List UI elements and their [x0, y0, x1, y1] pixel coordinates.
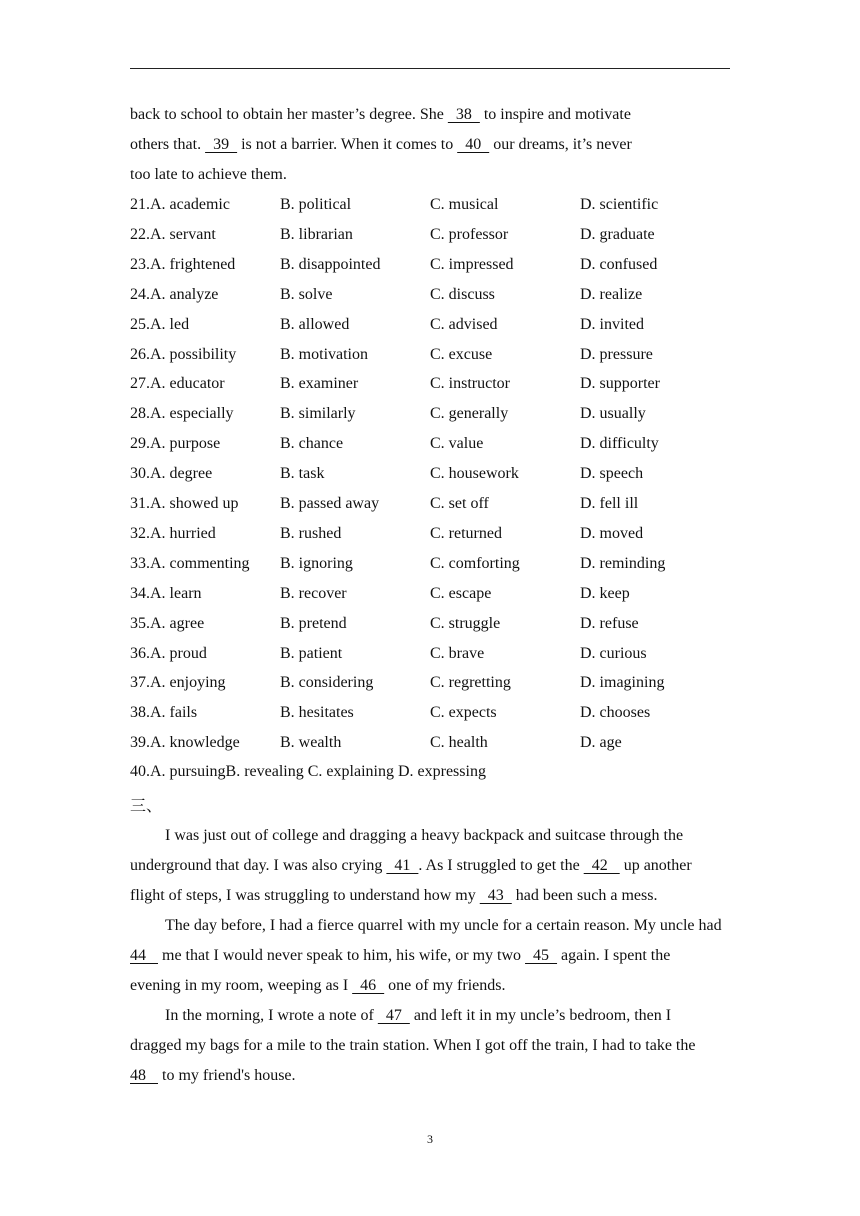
answer-blank: 41 — [386, 857, 419, 874]
option-choice: B. passed away — [280, 495, 380, 512]
option-choice: C. comforting — [430, 554, 520, 572]
option-choice: 22.A. servant — [130, 225, 216, 243]
option-row — [130, 255, 750, 275]
option-row — [130, 614, 750, 634]
option-row — [130, 733, 750, 753]
option-choice: C. regretting — [430, 674, 511, 692]
option-row — [130, 285, 750, 305]
option-choice: D. age — [580, 734, 622, 752]
option-choice: B. political — [280, 196, 352, 213]
option-row — [130, 374, 750, 394]
header-rule — [130, 68, 730, 69]
option-row-40: 40.A. pursuingB. revealing C. explaining D. expressing — [130, 763, 486, 780]
option-choice: C. housework — [430, 465, 519, 483]
option-choice: C. value — [430, 435, 484, 453]
answer-blank: 46 — [352, 977, 385, 994]
option-choice: 28.A. especially — [130, 405, 234, 423]
section-heading: 三、 — [130, 796, 163, 815]
text-run: The day before, I had a fierce quarrel with my uncle for a certain reason. My uncle had — [165, 917, 722, 934]
text-run: back to school to obtain her master’s degree. She — [130, 106, 448, 123]
option-choice: 38.A. fails — [130, 704, 198, 722]
option-row — [130, 703, 750, 723]
text-run: had been such a mess. — [511, 887, 658, 904]
option-choice: C. set off — [430, 495, 489, 512]
option-choice: B. allowed — [280, 315, 350, 333]
option-choice: C. brave — [430, 644, 485, 662]
option-choice: D. curious — [580, 644, 647, 662]
option-choice: B. solve — [280, 285, 333, 303]
answer-blank: 38 — [447, 106, 480, 123]
text-run: others that. — [130, 136, 206, 153]
option-choice: 27.A. educator — [130, 375, 225, 393]
answer-blank: 43 — [479, 887, 512, 904]
answer-blank: 48 — [130, 1067, 158, 1084]
option-row — [130, 434, 750, 454]
option-choice: 37.A. enjoying — [130, 674, 226, 692]
option-choice: B. hesitates — [280, 704, 354, 722]
option-choice: C. advised — [430, 315, 498, 333]
option-choice: C. expects — [430, 704, 497, 722]
passage-line — [130, 105, 631, 125]
option-choice: 25.A. led — [130, 315, 190, 333]
answer-blank: 39 — [205, 136, 238, 153]
option-row — [130, 315, 750, 335]
option-choice: B. similarly — [280, 405, 356, 423]
option-choice: C. impressed — [430, 255, 514, 273]
option-choice: 24.A. analyze — [130, 285, 219, 303]
option-choice: C. generally — [430, 405, 509, 423]
option-choice: B. rushed — [280, 524, 342, 542]
option-choice: 32.A. hurried — [130, 524, 216, 542]
passage-line — [130, 1066, 296, 1086]
text-run: flight of steps, I was struggling to understand how my — [130, 887, 480, 904]
option-choice: B. patient — [280, 644, 343, 662]
option-row — [130, 404, 750, 424]
option-choice: B. recover — [280, 584, 347, 602]
option-choice: D. imagining — [580, 674, 665, 692]
option-choice: D. confused — [580, 255, 658, 273]
option-choice: D. refuse — [580, 614, 639, 632]
passage-line — [130, 1036, 695, 1056]
text-run: our dreams, it’s never — [489, 136, 632, 153]
passage-line — [130, 886, 657, 906]
text-run: too late to achieve them. — [130, 166, 287, 183]
text-run: In the morning, I wrote a note of — [165, 1007, 378, 1024]
option-choice: 33.A. commenting — [130, 554, 250, 572]
passage-line — [165, 1006, 671, 1026]
text-run: . As I struggled to get the — [418, 857, 584, 874]
option-choice: D. invited — [580, 315, 644, 333]
option-choice: D. difficulty — [580, 435, 659, 453]
option-choice: D. chooses — [580, 704, 651, 722]
option-row — [130, 494, 750, 514]
option-choice: B. librarian — [280, 225, 353, 243]
option-choice: D. scientific — [580, 196, 659, 213]
option-choice: 34.A. learn — [130, 584, 202, 602]
option-row — [130, 225, 750, 245]
text-run: evening in my room, weeping as I — [130, 977, 353, 994]
option-choice: D. supporter — [580, 375, 660, 393]
option-choice: C. professor — [430, 225, 509, 243]
passage-line — [165, 826, 683, 846]
passage-line — [130, 165, 287, 185]
text-run: me that I would never speak to him, his wife, or my two — [158, 947, 526, 964]
option-choice: C. discuss — [430, 285, 495, 303]
option-choice: B. motivation — [280, 345, 368, 363]
option-choice: 30.A. degree — [130, 465, 213, 483]
option-choice: C. struggle — [430, 614, 501, 632]
passage-line — [130, 856, 692, 876]
text-run: I was just out of college and dragging a heavy backpack and suitcase through the — [165, 827, 684, 844]
option-choice: D. reminding — [580, 554, 666, 572]
option-choice: B. examiner — [280, 375, 359, 393]
page-number: 3 — [427, 1132, 433, 1146]
text-run: up another — [619, 857, 692, 874]
answer-blank: 42 — [583, 857, 620, 874]
text-run: to inspire and motivate — [479, 106, 631, 123]
option-row — [130, 195, 750, 215]
option-choice: C. escape — [430, 584, 492, 602]
option-choice: D. keep — [580, 584, 630, 602]
option-choice: 26.A. possibility — [130, 345, 237, 363]
answer-blank: 47 — [377, 1007, 410, 1024]
option-row — [130, 524, 750, 544]
option-choice: C. musical — [430, 196, 499, 213]
text-run: to my friend's house. — [158, 1067, 296, 1084]
answer-blank: 40 — [457, 136, 490, 153]
option-row — [130, 673, 750, 693]
option-choice: 31.A. showed up — [130, 495, 239, 512]
option-choice: 23.A. frightened — [130, 255, 236, 273]
option-choice: B. wealth — [280, 734, 342, 752]
option-choice: C. health — [430, 734, 488, 752]
text-run: underground that day. I was also crying — [130, 857, 387, 874]
option-choice: D. speech — [580, 465, 644, 483]
option-choice: 21.A. academic — [130, 196, 230, 213]
option-row — [130, 464, 750, 484]
option-choice: B. pretend — [280, 614, 347, 632]
answer-blank: 44 — [130, 947, 158, 964]
option-choice: 29.A. purpose — [130, 435, 221, 453]
text-run: and left it in my uncle’s bedroom, then I — [409, 1007, 672, 1024]
option-choice: 36.A. proud — [130, 644, 207, 662]
passage-line — [130, 135, 632, 155]
text-run: one of my friends. — [384, 977, 506, 994]
option-choice: D. pressure — [580, 345, 653, 363]
option-choice: 35.A. agree — [130, 614, 205, 632]
option-choice: D. usually — [580, 405, 646, 423]
text-run: dragged my bags for a mile to the train station. When I got off the train, I had to take the — [130, 1037, 696, 1054]
passage-line — [130, 976, 505, 996]
option-choice: B. considering — [280, 674, 374, 692]
option-choice: B. chance — [280, 435, 344, 453]
option-choice: 39.A. knowledge — [130, 734, 240, 752]
passage-line — [130, 946, 670, 966]
answer-blank: 45 — [525, 947, 558, 964]
option-choice: D. graduate — [580, 225, 655, 243]
passage-line — [165, 916, 722, 936]
option-row — [130, 345, 750, 365]
option-choice: B. disappointed — [280, 255, 381, 273]
option-choice: D. moved — [580, 524, 644, 542]
option-row — [130, 554, 750, 574]
option-row — [130, 584, 750, 604]
text-run: is not a barrier. When it comes to — [237, 136, 458, 153]
option-choice: C. instructor — [430, 375, 510, 393]
option-choice: C. excuse — [430, 345, 493, 363]
option-choice: C. returned — [430, 524, 502, 542]
option-choice: D. realize — [580, 285, 643, 303]
option-choice: D. fell ill — [580, 495, 639, 512]
option-choice: B. ignoring — [280, 554, 353, 572]
text-run: again. I spent the — [557, 947, 671, 964]
option-choice: B. task — [280, 465, 325, 483]
option-row — [130, 644, 750, 664]
